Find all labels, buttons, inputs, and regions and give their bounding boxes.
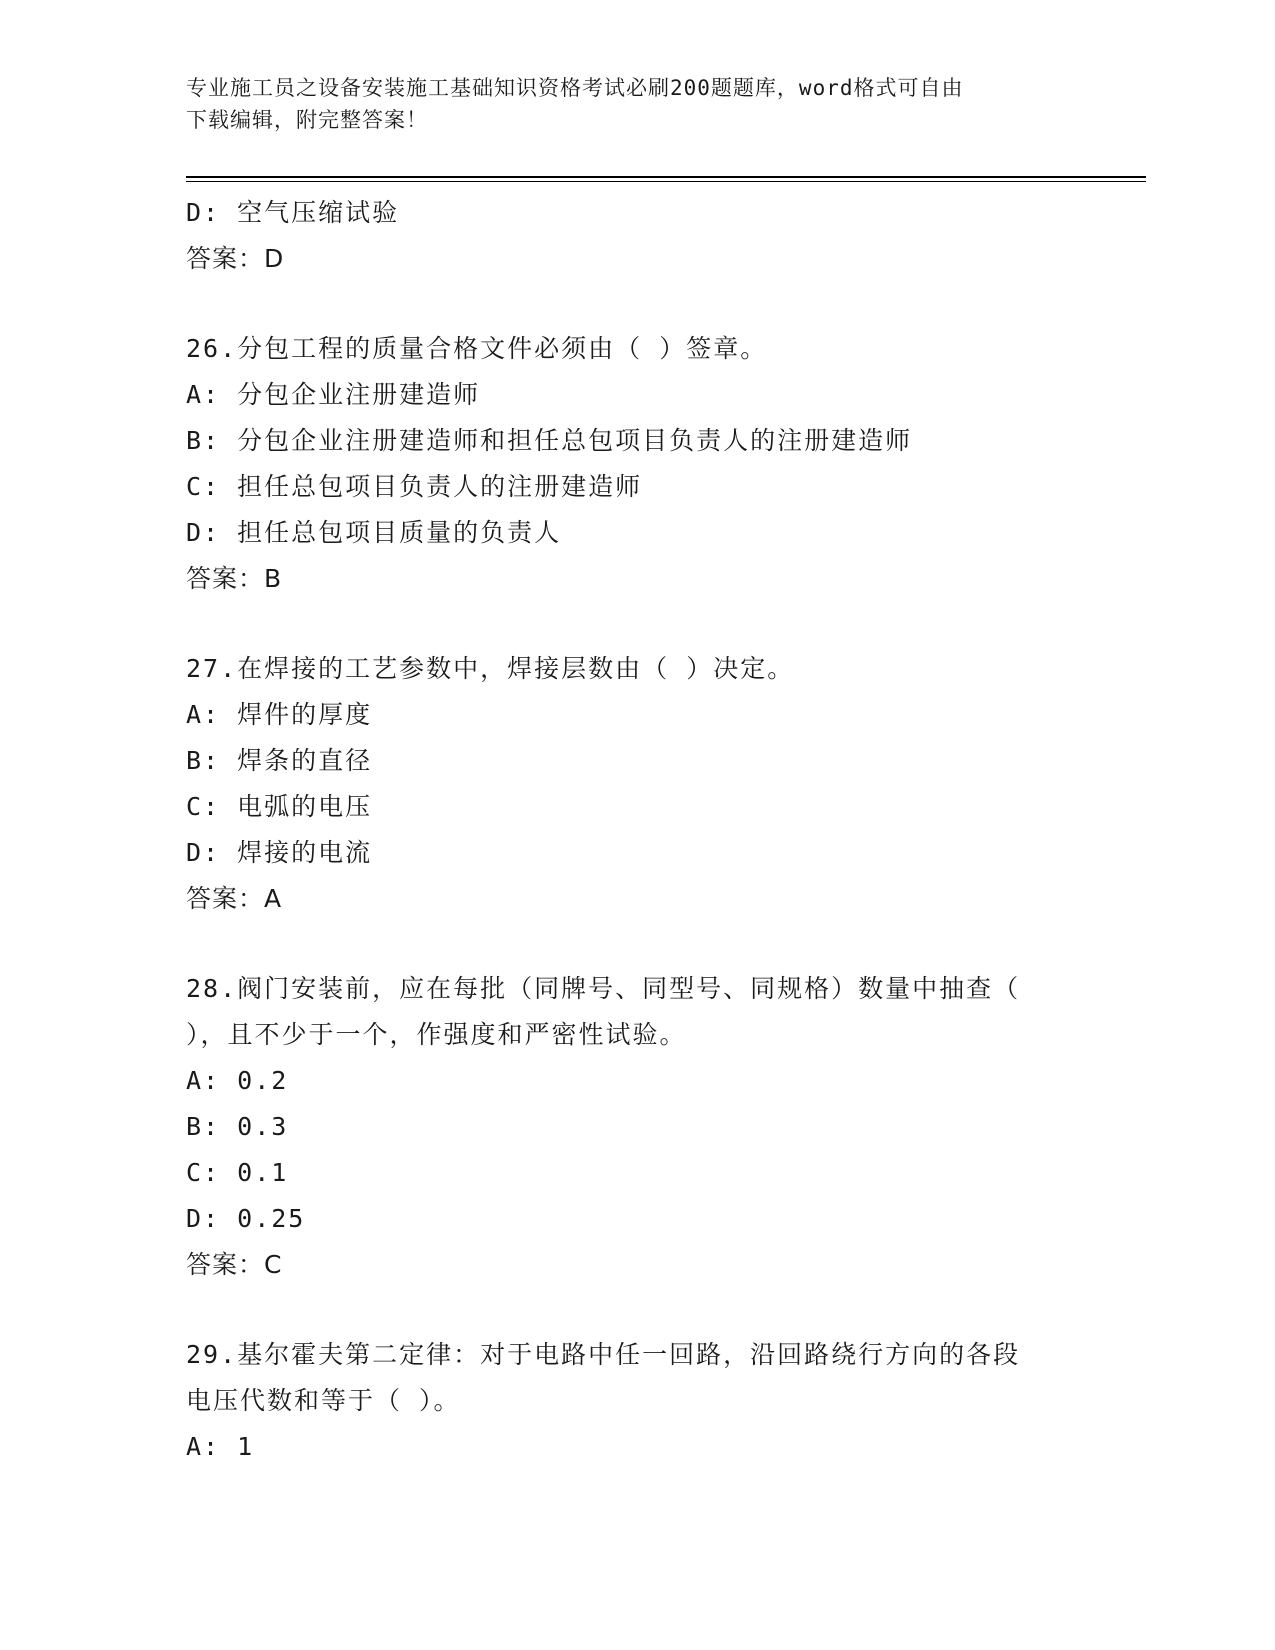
answer-line: 答案：B [186,564,283,593]
option-b: B: 分包企业注册建造师和担任总包项目负责人的注册建造师 [186,426,913,455]
question-list [186,190,1086,1514]
option-b: B: 焊条的直径 [186,746,373,775]
document-header [186,72,1066,136]
question-29 [186,1332,1086,1470]
option-c: C: 电弧的电压 [186,792,373,821]
question-28 [186,966,1086,1288]
option-a: A: 0.2 [186,1066,289,1095]
option-d: D: 担任总包项目质量的负责人 [186,518,562,547]
header-title-line-1: 专业施工员之设备安装施工基础知识资格考试必刷200题题库，word格式可自由 [186,76,964,100]
question-27 [186,646,1086,922]
question-stem: 26.分包工程的质量合格文件必须由（ ）签章。 [186,334,768,363]
header-title-line-2: 下载编辑，附完整答案！ [186,108,428,132]
question-stem-line-1: 28.阀门安装前，应在每批（同牌号、同型号、同规格）数量中抽查（ [186,974,1021,1003]
answer-line: 答案：D [186,244,285,273]
option-c: C: 担任总包项目负责人的注册建造师 [186,472,643,501]
option-d: D: 0.25 [186,1204,306,1233]
question-stem-line-2: 电压代数和等于（ ）。 [186,1386,461,1415]
option-a: A: 分包企业注册建造师 [186,380,481,409]
option-d: D: 空气压缩试验 [186,198,400,227]
answer-line: 答案：C [186,1250,283,1279]
header-divider-thin [186,181,1146,182]
question-stem-line-1: 29.基尔霍夫第二定律：对于电路中任一回路，沿回路绕行方向的各段 [186,1340,1021,1369]
carryover-question [186,190,1086,282]
header-divider-thick [186,176,1146,178]
option-c: C: 0.1 [186,1158,289,1187]
question-26 [186,326,1086,602]
answer-line: 答案：A [186,884,283,913]
option-d: D: 焊接的电流 [186,838,373,867]
question-stem: 27.在焊接的工艺参数中，焊接层数由（ ）决定。 [186,654,795,683]
option-b: B: 0.3 [186,1112,289,1141]
option-a: A: 焊件的厚度 [186,700,373,729]
option-a: A: 1 [186,1432,255,1461]
question-stem-line-2: ），且不少于一个，作强度和严密性试验。 [186,1020,687,1049]
